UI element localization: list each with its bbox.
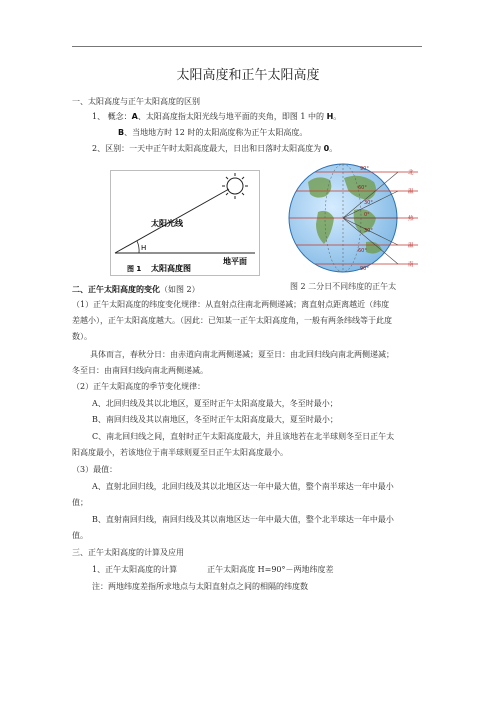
lat-label-4: 30°	[364, 228, 373, 234]
angle-label: H	[141, 244, 147, 252]
figure-1-caption-num: 图 1	[127, 265, 142, 273]
zone-label-3: 温	[408, 243, 414, 249]
s1-item-1-prefix: 1、 概念：	[92, 112, 132, 121]
s2-p4: （3）最值：	[72, 465, 118, 474]
s1-item-2: 2、区别：一天中正午时太阳高度最大，日出和日落时太阳高度为 0。	[92, 144, 338, 153]
s2-p1-line1: （1）正午太阳高度的纬度变化规律：从直射点往南北两侧递减；离直射点距离越近（纬度	[72, 300, 390, 309]
s2-p1-line3: 数）。	[72, 332, 92, 341]
s1-item-1-b	[118, 127, 307, 138]
s1-item-2-text: 2、区别：一天中正午时太阳高度最大，日出和日落时太阳高度为	[92, 144, 324, 153]
zone-label-2: 热	[408, 216, 414, 222]
s3-item-1	[92, 564, 334, 575]
zone-label-4: 南	[408, 262, 414, 268]
figure-1-caption-text: 太阳高度图	[151, 264, 191, 273]
section-1-heading: 一、太阳高度与正午太阳高度的区别	[72, 97, 200, 106]
s1-item-1: 1、 概念：A、太阳高度指太阳光线与地平面的夹角，即图 1 中的 H。	[92, 112, 342, 121]
s3-item-1-label: 1、正午太阳高度的计算	[92, 565, 178, 574]
ground-label: 地平面	[223, 257, 247, 266]
s2-p3-a: A、北回归线及其以北地区，夏至时正午太阳高度最大，冬至时最小；	[92, 399, 338, 408]
s1-item-1-a-symbol: H	[326, 112, 334, 121]
s2-p2-line1: 具体而言，春秋分日：由赤道向南北两侧递减；夏至日：由北回归线向南北两侧递减；	[90, 350, 394, 359]
figure-2-caption: 图 2 二分日不同纬度的正午太	[290, 282, 397, 291]
lat-label-6: 90°	[360, 266, 369, 272]
figure-1-sun-altitude	[110, 170, 260, 276]
s1-item-1-a-text: 、太阳高度指太阳光线与地平面的夹角，即图 1 中的	[137, 112, 327, 121]
s2-p3-c-line1: C、南北回归线之间，直射时正午太阳高度最大，并且该地若在北半球则冬至日正午太	[92, 432, 395, 441]
s2-p2-line2: 冬至日：由南回归线向南北两侧递减。	[72, 366, 208, 375]
zone-label-0: 北	[408, 170, 414, 176]
s2-p4-a-line1: A、直射北回归线，北回归线及其以北地区达一年中最大值，整个南半球达一年中最小	[92, 482, 394, 491]
figure-2-drawing	[288, 160, 422, 276]
zone-label-1: 温	[408, 189, 414, 195]
section-3-heading: 三、正午太阳高度的计算及应用	[72, 548, 184, 557]
s2-p4-a-line2: 值；	[72, 498, 88, 507]
lat-label-5: 60°	[358, 248, 367, 254]
s1-item-1-b-text: 、当地地方时 12 时的太阳高度称为正午太阳高度。	[124, 128, 308, 137]
lat-label-2: 30°	[364, 200, 373, 206]
s2-p1-line2: 差越小），正午太阳高度越大。（因此：已知某一正午太阳高度角，一般有两条纬线等于此度	[72, 316, 392, 325]
lat-label-1: 60°	[358, 185, 367, 191]
figure-1-drawing	[111, 171, 259, 275]
s1-item-1-a-letter: A	[131, 112, 138, 121]
s2-p4-b-line2: 值。	[72, 531, 88, 540]
sun-ray-label: 太阳光线	[151, 219, 183, 228]
figure-2-globe	[288, 160, 422, 276]
s2-p3: （2）正午太阳高度的季节变化规律：	[72, 382, 206, 391]
s3-item-1-formula: 正午太阳高度 H=90°－两地纬度差	[207, 565, 334, 574]
section-2-heading-text: 二、正午太阳高度的变化	[72, 285, 160, 294]
angle-arc	[137, 241, 139, 253]
lat-label-3: 0°	[364, 212, 370, 218]
header-rule	[72, 46, 422, 47]
s1-item-1-b-letter: B	[118, 128, 125, 137]
zone-labels	[408, 168, 414, 268]
s1-item-2-zero: 0	[323, 144, 330, 153]
section-2-heading	[72, 284, 200, 295]
page-title: 太阳高度和正午太阳高度	[176, 68, 320, 83]
s3-note: 注：两地纬度差指所求地点与太阳直射点之间的相隔的纬度数	[92, 582, 308, 591]
s2-p4-b-line1: B、直射南回归线，南回归线及其以南地区达一年中最大值，整个北半球达一年中最小	[92, 515, 394, 524]
lat-label-0: 90°	[360, 166, 369, 172]
section-2-heading-suffix: （如图 2）	[160, 285, 200, 294]
sun-icon	[222, 173, 248, 199]
s2-p3-b: B、南回归线及其以南地区，冬至时正午太阳高度最大，夏至时最小；	[92, 415, 338, 424]
s2-p3-c-line2: 阳高度最小，若该地位于南半球则夏至日正午太阳高度最小。	[72, 448, 288, 457]
